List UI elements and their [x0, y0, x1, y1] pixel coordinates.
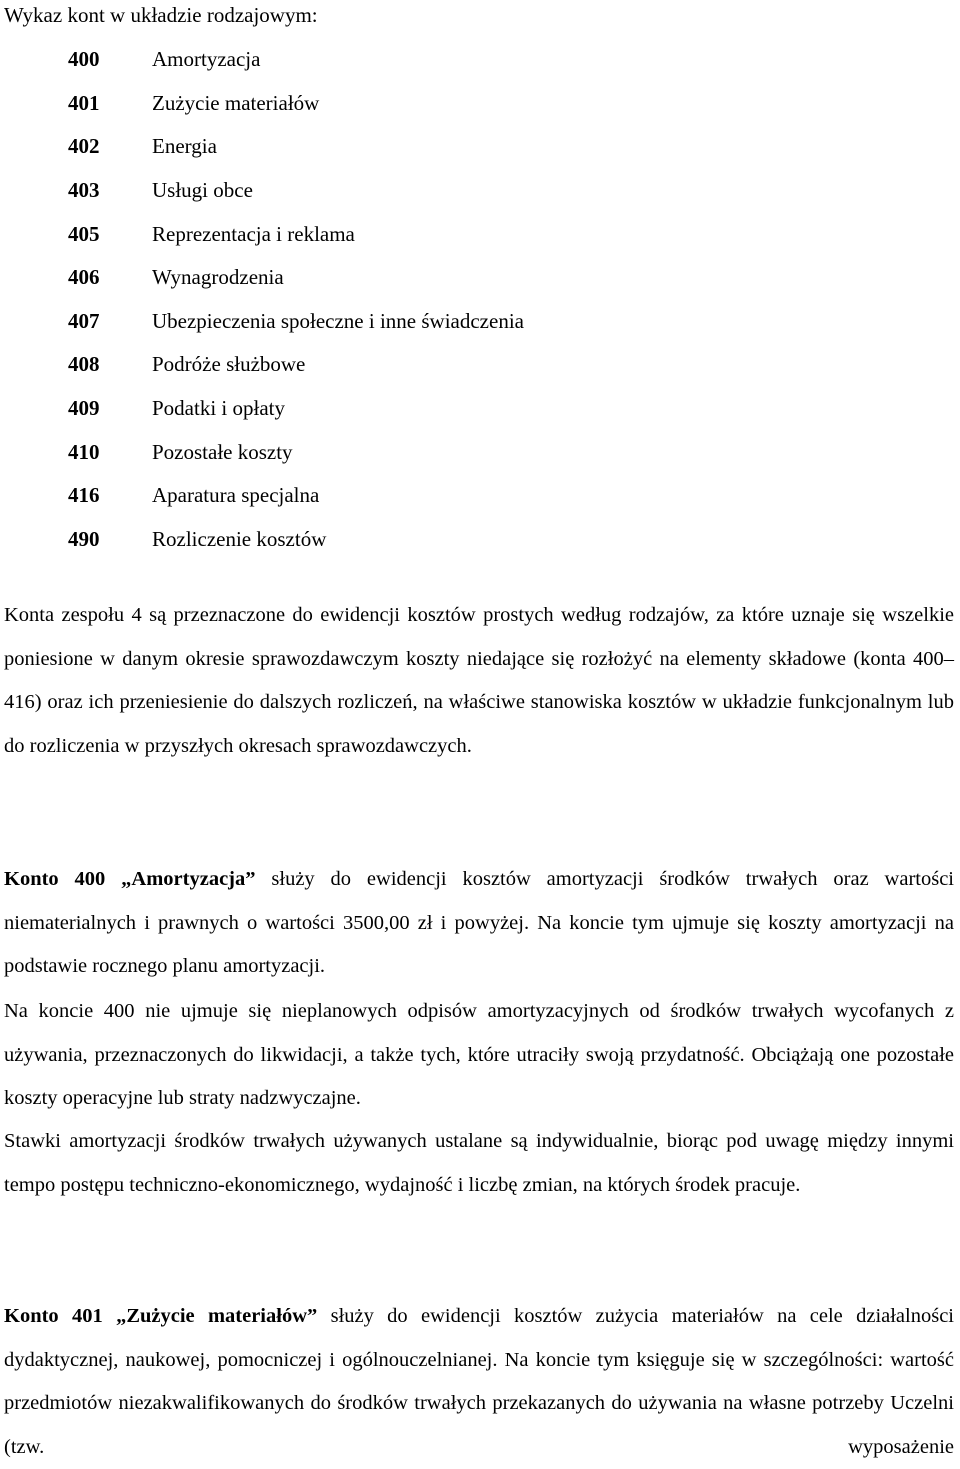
account-code: 409	[68, 396, 100, 421]
account-name: Usługi obce	[152, 178, 253, 203]
list-item	[0, 125, 900, 169]
list-item	[0, 300, 900, 344]
list-item	[0, 82, 900, 126]
account-code: 402	[68, 134, 100, 159]
account-code: 408	[68, 352, 100, 377]
paragraph-account-400	[4, 858, 954, 989]
accounts-list	[0, 38, 900, 561]
account-code: 406	[68, 265, 100, 290]
account-name: Pozostałe koszty	[152, 439, 293, 464]
account-name: Amortyzacja	[152, 47, 261, 72]
list-item	[0, 169, 900, 213]
account-name: Podatki i opłaty	[152, 396, 285, 421]
account-name: Rozliczenie kosztów	[152, 526, 327, 551]
list-item	[0, 387, 900, 431]
list-item	[0, 212, 900, 256]
paragraph-unplanned-write-offs: Na koncie 400 nie ujmuje się nieplanowych odpisów amortyzacyjnych od środków trwałych wycofanych z używania, przeznaczonych do likwidacji, a także tych, które utraciły swoją przydatność. Obciążają one pozostałe koszty operacyjne lub straty nadzwyczajne.	[4, 1000, 954, 1110]
account-401-description: służy do ewidencji kosztów zużycia materiałów na cele działalności dydaktycznej, naukowej, pomocniczej i ogólnouczelnianej. Na koncie tym księguje się w szczególności: wartość przedmiotów niezakwalifikowanych do środków trwałych przekazanych do używania na własne potrzeby Uczelni (tzw. wyposażenie	[4, 1305, 954, 1458]
chart-of-accounts-heading: Wykaz kont w układzie rodzajowym:	[4, 3, 318, 27]
paragraph-account-group-4: Konta zespołu 4 są przeznaczone do ewidencji kosztów prostych według rodzajów, za które uznaje się wszelkie poniesione w danym okresie sprawozdawczym koszty niedające się rozłożyć na elementy składowe (konta 400–416) oraz ich przeniesienie do dalszych rozliczeń, na właściwe stanowiska kosztów w układzie funkcjonalnym lub do rozliczenia w przyszłych okresach sprawozdawczych.	[4, 604, 954, 757]
account-400-description: służy do ewidencji kosztów amortyzacji środków trwałych oraz wartości niematerialnych i prawnych o wartości 3500,00 zł i powyżej. Na koncie tym ujmuje się koszty amortyzacji na podstawie rocznego planu amortyzacji.	[4, 868, 954, 978]
account-name: Wynagrodzenia	[152, 265, 284, 290]
list-item	[0, 343, 900, 387]
account-name: Ubezpieczenia społeczne i inne świadczenia	[152, 308, 524, 333]
list-item	[0, 430, 900, 474]
account-code: 405	[68, 221, 100, 246]
account-name: Reprezentacja i reklama	[152, 221, 355, 246]
account-code: 490	[68, 526, 100, 551]
account-400-title: Konto 400 „Amortyzacja”	[4, 868, 256, 890]
paragraph-account-401	[4, 1295, 954, 1469]
list-item	[0, 38, 900, 82]
list-item	[0, 518, 900, 562]
account-code: 407	[68, 308, 100, 333]
account-code: 403	[68, 178, 100, 203]
account-code: 416	[68, 483, 100, 508]
account-name: Podróże służbowe	[152, 352, 306, 377]
list-item	[0, 474, 900, 518]
account-code: 400	[68, 47, 100, 72]
account-name: Energia	[152, 134, 217, 159]
account-401-title: Konto 401 „Zużycie materiałów”	[4, 1305, 318, 1327]
account-code: 410	[68, 439, 100, 464]
paragraph-depreciation-rates: Stawki amortyzacji środków trwałych używanych ustalane są indywidualnie, biorąc pod uwagę między innymi tempo postępu techniczno-ekonomicznego, wydajność i liczbę zmian, na których środek pracuje.	[4, 1130, 954, 1196]
list-item	[0, 256, 900, 300]
account-code: 401	[68, 90, 100, 115]
account-name: Aparatura specjalna	[152, 483, 320, 508]
account-name: Zużycie materiałów	[152, 90, 320, 115]
